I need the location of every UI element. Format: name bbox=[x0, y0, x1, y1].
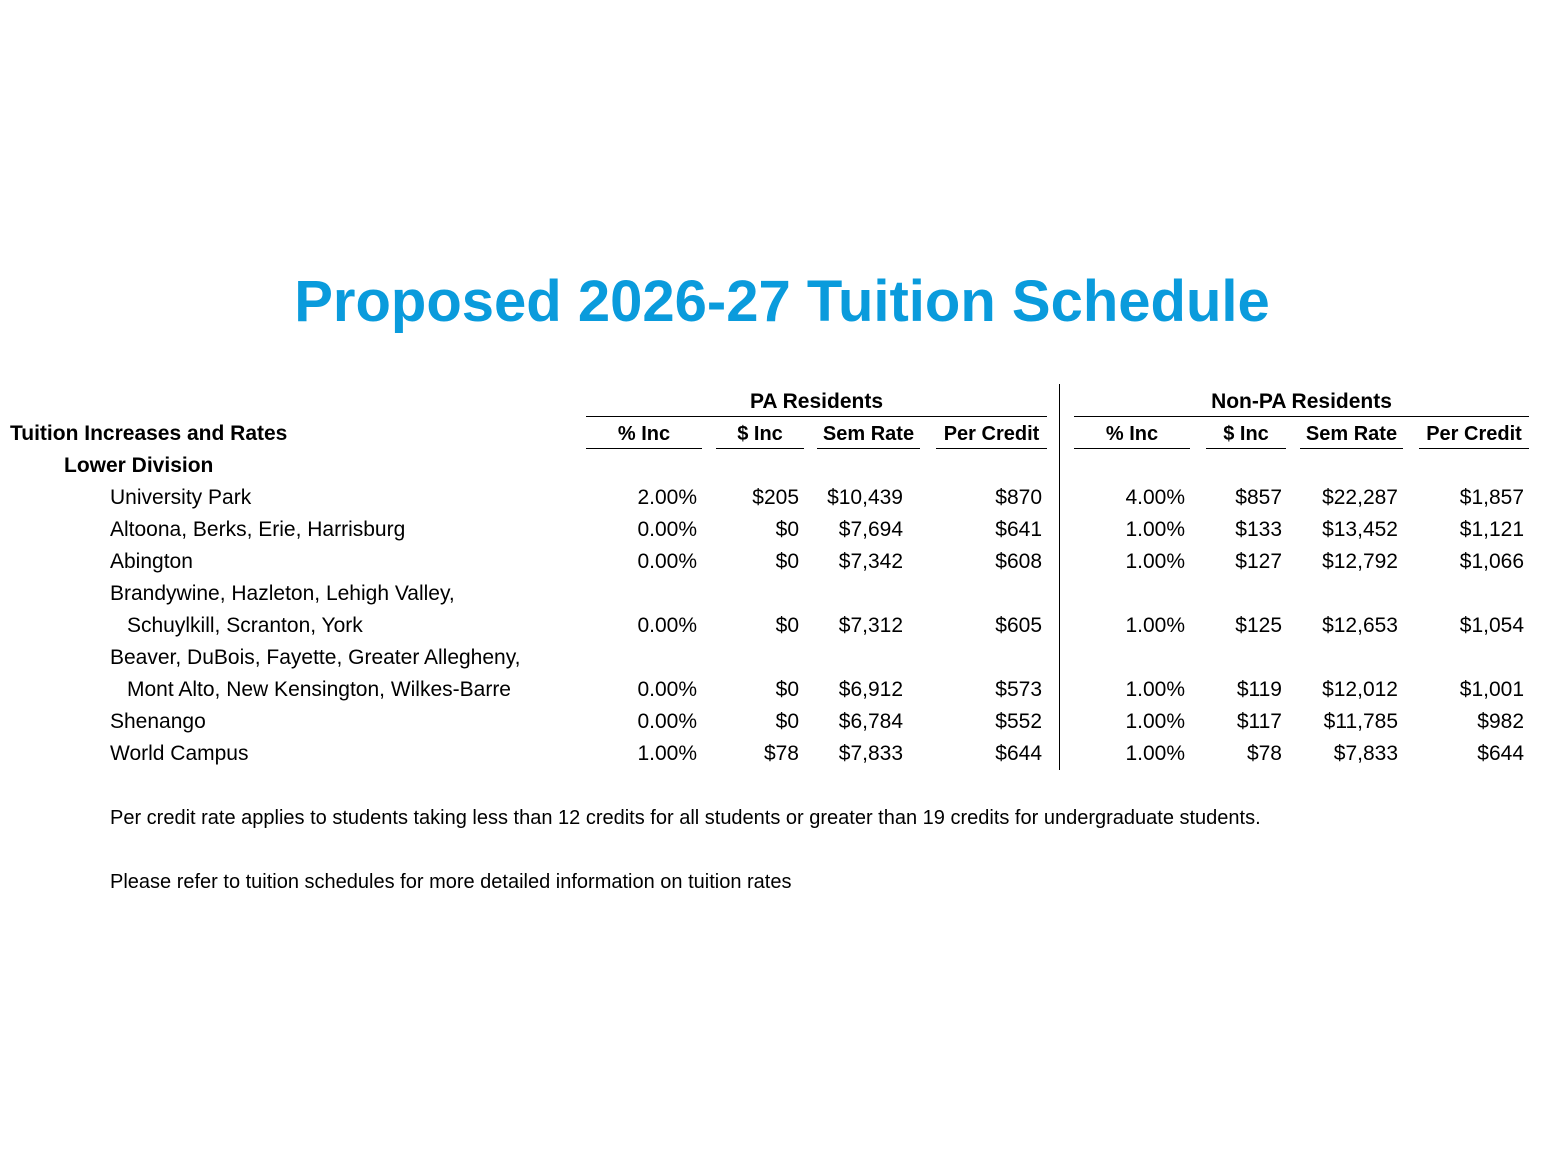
cell-nonpa-dollar-inc: $117 bbox=[1236, 710, 1282, 733]
col-header-nonpa-sem-rate: Sem Rate bbox=[1305, 423, 1398, 445]
cell-pa-sem-rate: $7,833 bbox=[838, 742, 903, 765]
col-underline bbox=[716, 448, 804, 449]
col-underline bbox=[586, 448, 702, 449]
cell-pa-pct-inc: 0.00% bbox=[637, 518, 697, 541]
cell-pa-per-credit: $644 bbox=[995, 742, 1042, 765]
cell-pa-pct-inc: 2.00% bbox=[637, 486, 697, 509]
cell-nonpa-pct-inc: 1.00% bbox=[1125, 710, 1185, 733]
group-header-pa-residents: PA Residents bbox=[749, 390, 884, 413]
row-label: Altoona, Berks, Erie, Harrisburg bbox=[110, 518, 406, 541]
row-header-title: Tuition Increases and Rates bbox=[10, 422, 288, 445]
page-title: Proposed 2026-27 Tuition Schedule bbox=[294, 269, 1270, 334]
cell-nonpa-pct-inc: 1.00% bbox=[1125, 742, 1185, 765]
cell-pa-sem-rate: $7,694 bbox=[838, 518, 903, 541]
group-header-non-pa-residents: Non-PA Residents bbox=[1211, 390, 1392, 413]
cell-nonpa-sem-rate: $11,785 bbox=[1323, 710, 1398, 733]
cell-nonpa-dollar-inc: $125 bbox=[1235, 614, 1282, 637]
cell-nonpa-sem-rate: $7,833 bbox=[1333, 742, 1398, 765]
note-refer-schedules: Please refer to tuition schedules for more detailed information on tuition rates bbox=[110, 871, 792, 893]
col-underline bbox=[936, 448, 1047, 449]
row-label: Schuylkill, Scranton, York bbox=[127, 614, 363, 637]
cell-nonpa-dollar-inc: $857 bbox=[1235, 486, 1282, 509]
column-divider bbox=[1059, 384, 1060, 770]
group-underline-nonpa bbox=[1074, 416, 1529, 417]
row-label: Mont Alto, New Kensington, Wilkes-Barre bbox=[127, 678, 511, 701]
col-header-pa-sem-rate: Sem Rate bbox=[822, 423, 915, 445]
cell-nonpa-sem-rate: $12,792 bbox=[1322, 550, 1398, 573]
section-lower-division: Lower Division bbox=[64, 454, 214, 477]
col-underline bbox=[1074, 448, 1190, 449]
cell-pa-sem-rate: $6,784 bbox=[838, 710, 903, 733]
cell-pa-pct-inc: 0.00% bbox=[637, 678, 697, 701]
cell-nonpa-per-credit: $982 bbox=[1477, 710, 1524, 733]
cell-nonpa-pct-inc: 1.00% bbox=[1125, 518, 1185, 541]
group-underline-pa bbox=[586, 416, 1047, 417]
cell-nonpa-sem-rate: $13,452 bbox=[1322, 518, 1398, 541]
cell-pa-sem-rate: $7,312 bbox=[838, 614, 903, 637]
cell-nonpa-sem-rate: $12,653 bbox=[1322, 614, 1398, 637]
cell-nonpa-dollar-inc: $127 bbox=[1235, 550, 1282, 573]
cell-nonpa-pct-inc: 1.00% bbox=[1125, 678, 1185, 701]
cell-nonpa-pct-inc: 4.00% bbox=[1125, 486, 1185, 509]
col-header-nonpa-pct-inc: % Inc bbox=[1105, 423, 1159, 445]
cell-pa-sem-rate: $7,342 bbox=[838, 550, 903, 573]
cell-nonpa-per-credit: $1,857 bbox=[1459, 486, 1524, 509]
col-underline bbox=[1206, 448, 1286, 449]
row-label: Abington bbox=[110, 550, 193, 573]
col-header-pa-dollar-inc: $ Inc bbox=[737, 423, 783, 445]
cell-pa-per-credit: $641 bbox=[995, 518, 1042, 541]
cell-nonpa-pct-inc: 1.00% bbox=[1125, 614, 1185, 637]
col-header-nonpa-per-credit: Per Credit bbox=[1426, 423, 1522, 445]
cell-nonpa-per-credit: $1,054 bbox=[1459, 614, 1524, 637]
row-label: World Campus bbox=[110, 742, 249, 765]
cell-pa-per-credit: $573 bbox=[995, 678, 1042, 701]
col-underline bbox=[817, 448, 920, 449]
row-label: Beaver, DuBois, Fayette, Greater Allegheny, bbox=[110, 646, 521, 669]
cell-pa-dollar-inc: $0 bbox=[775, 550, 799, 573]
cell-pa-dollar-inc: $0 bbox=[775, 710, 799, 733]
cell-pa-dollar-inc: $78 bbox=[763, 742, 799, 765]
cell-nonpa-per-credit: $1,121 bbox=[1459, 518, 1524, 541]
col-header-pa-per-credit: Per Credit bbox=[943, 423, 1040, 445]
cell-pa-dollar-inc: $205 bbox=[752, 486, 799, 509]
note-per-credit: Per credit rate applies to students taking less than 12 credits for all students or greater than 19 credits for undergraduate students. bbox=[110, 807, 1261, 829]
row-label: University Park bbox=[110, 486, 252, 509]
cell-pa-dollar-inc: $0 bbox=[775, 518, 799, 541]
cell-nonpa-pct-inc: 1.00% bbox=[1125, 550, 1185, 573]
cell-pa-dollar-inc: $0 bbox=[775, 678, 799, 701]
cell-nonpa-sem-rate: $12,012 bbox=[1322, 678, 1398, 701]
cell-nonpa-per-credit: $1,001 bbox=[1459, 678, 1524, 701]
cell-nonpa-dollar-inc: $78 bbox=[1246, 742, 1282, 765]
cell-pa-sem-rate: $6,912 bbox=[838, 678, 903, 701]
cell-nonpa-dollar-inc: $133 bbox=[1235, 518, 1282, 541]
col-underline bbox=[1300, 448, 1403, 449]
col-header-pa-pct-inc: % Inc bbox=[617, 423, 671, 445]
cell-pa-per-credit: $552 bbox=[995, 710, 1042, 733]
cell-pa-sem-rate: $10,439 bbox=[827, 486, 903, 509]
col-header-nonpa-dollar-inc: $ Inc bbox=[1223, 423, 1269, 445]
cell-pa-pct-inc: 0.00% bbox=[637, 614, 697, 637]
row-label: Brandywine, Hazleton, Lehigh Valley, bbox=[110, 582, 455, 605]
row-label: Shenango bbox=[110, 710, 206, 733]
cell-pa-pct-inc: 1.00% bbox=[637, 742, 697, 765]
cell-pa-per-credit: $608 bbox=[995, 550, 1042, 573]
cell-nonpa-per-credit: $644 bbox=[1477, 742, 1524, 765]
cell-nonpa-dollar-inc: $119 bbox=[1236, 678, 1282, 701]
cell-pa-per-credit: $605 bbox=[995, 614, 1042, 637]
cell-nonpa-per-credit: $1,066 bbox=[1459, 550, 1524, 573]
cell-pa-per-credit: $870 bbox=[995, 486, 1042, 509]
col-underline bbox=[1419, 448, 1529, 449]
cell-pa-pct-inc: 0.00% bbox=[637, 550, 697, 573]
cell-nonpa-sem-rate: $22,287 bbox=[1322, 486, 1398, 509]
cell-pa-pct-inc: 0.00% bbox=[637, 710, 697, 733]
cell-pa-dollar-inc: $0 bbox=[775, 614, 799, 637]
